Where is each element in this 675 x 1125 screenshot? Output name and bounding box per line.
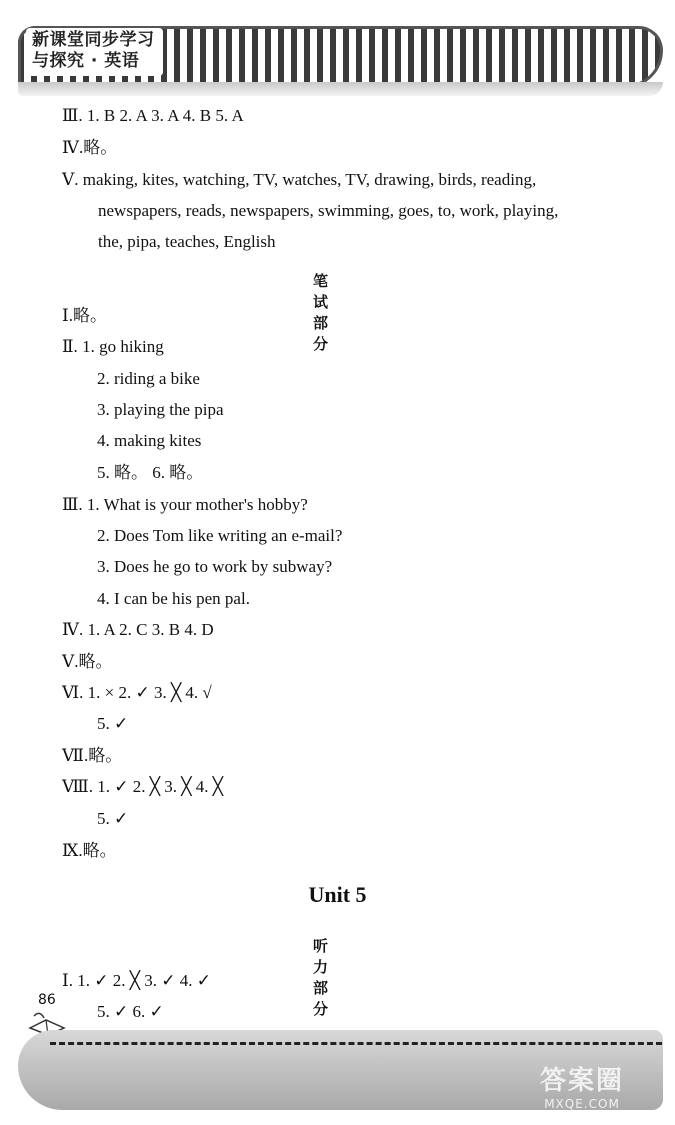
answer-line — [62, 970, 211, 992]
answer-text: 略。 — [82, 841, 117, 860]
section-label: Ⅴ. — [62, 170, 79, 189]
answer-line — [97, 368, 200, 390]
answer-line — [62, 494, 308, 516]
answer-text: making, kites, watching, TV, watches, TV, drawing, birds, reading, — [82, 170, 537, 189]
section-label: Ⅲ. — [62, 495, 83, 514]
answer-text: 略。 — [78, 652, 113, 671]
answer-text: 3. Does he go to work by subway? — [97, 557, 333, 576]
answer-line — [98, 231, 276, 253]
answer-text: newspapers, reads, newspapers, swimming, goes, to, work, playing, — [98, 201, 559, 220]
answer-text: 1. A 2. C 3. B 4. D — [87, 620, 214, 639]
answer-text: 1. ✓ 2. ╳ 3. ✓ 4. ✓ — [77, 971, 211, 990]
watermark-logo: 答案圈 — [540, 1066, 625, 1096]
answer-line — [97, 556, 332, 578]
answer-text: 4. I can be his pen pal. — [97, 589, 250, 608]
answer-line — [62, 137, 117, 159]
book-title-line2: 与探究 · 英语 — [32, 51, 140, 71]
answer-text: 5. ✓ — [97, 714, 129, 733]
section-heading-written: 笔试部分 — [313, 272, 329, 353]
book-title-line1: 新课堂同步学习 — [32, 30, 155, 50]
answer-line — [97, 430, 201, 452]
section-label: Ⅰ. — [62, 971, 73, 990]
answer-line — [97, 713, 128, 735]
answer-text: 略。 — [72, 306, 107, 325]
section-label: Ⅱ. — [62, 337, 78, 356]
answer-text: the, pipa, teaches, English — [98, 232, 276, 251]
answer-text: 1. What is your mother's hobby? — [86, 495, 308, 514]
answer-line — [97, 525, 342, 547]
answer-text: 5. ✓ — [97, 809, 129, 828]
answer-text: 略。 — [88, 746, 123, 765]
answer-line — [97, 808, 128, 830]
answer-line — [62, 651, 113, 673]
answer-line — [62, 840, 117, 862]
answer-line — [62, 745, 122, 767]
answer-text: 5. ✓ 6. ✓ — [97, 1002, 164, 1021]
section-label: Ⅳ. — [62, 620, 84, 639]
answer-line — [62, 105, 244, 127]
answer-text: 1. × 2. ✓ 3. ╳ 4. √ — [87, 683, 212, 702]
section-label: Ⅸ. — [62, 841, 83, 860]
watermark — [540, 1060, 624, 1111]
answer-line — [97, 1001, 164, 1023]
section-label: Ⅲ. — [62, 106, 83, 125]
section-label: Ⅵ. — [62, 683, 84, 702]
answer-line — [62, 305, 107, 327]
answer-line — [62, 336, 164, 358]
answer-text: 1. ✓ 2. ╳ 3. ╳ 4. ╳ — [97, 777, 223, 796]
answer-line — [97, 462, 203, 484]
section-label: Ⅰ. — [62, 306, 73, 325]
answer-line — [62, 776, 223, 798]
answer-text: 2. riding a bike — [97, 369, 200, 388]
book-title — [26, 28, 163, 76]
answer-text: 2. Does Tom like writing an e-mail? — [97, 526, 343, 545]
watermark-url: MXQE.COM — [544, 1097, 620, 1111]
page-number: 86 — [38, 992, 56, 1008]
answer-line — [62, 619, 214, 641]
section-label: Ⅷ. — [62, 777, 94, 796]
answer-text: 3. playing the pipa — [97, 400, 224, 419]
answer-text: 1. go hiking — [82, 337, 164, 356]
answer-line — [97, 399, 224, 421]
section-label: Ⅶ. — [62, 746, 89, 765]
answer-line — [97, 588, 250, 610]
unit-title: Unit 5 — [308, 882, 367, 907]
footer-dashed-rule — [50, 1042, 662, 1045]
answer-text: 略。 — [83, 138, 118, 157]
section-label: Ⅳ. — [62, 138, 84, 157]
section-label: Ⅴ. — [62, 652, 79, 671]
answer-text: 4. making kites — [97, 431, 202, 450]
page-header — [18, 20, 663, 98]
answer-text: 1. B 2. A 3. A 4. B 5. A — [86, 106, 244, 125]
answer-line — [98, 200, 558, 222]
answer-line — [62, 169, 536, 191]
answer-text: 5. 略。 6. 略。 — [97, 463, 204, 482]
section-heading-listening: 听力部分 — [313, 937, 329, 1018]
answer-line — [62, 682, 212, 704]
